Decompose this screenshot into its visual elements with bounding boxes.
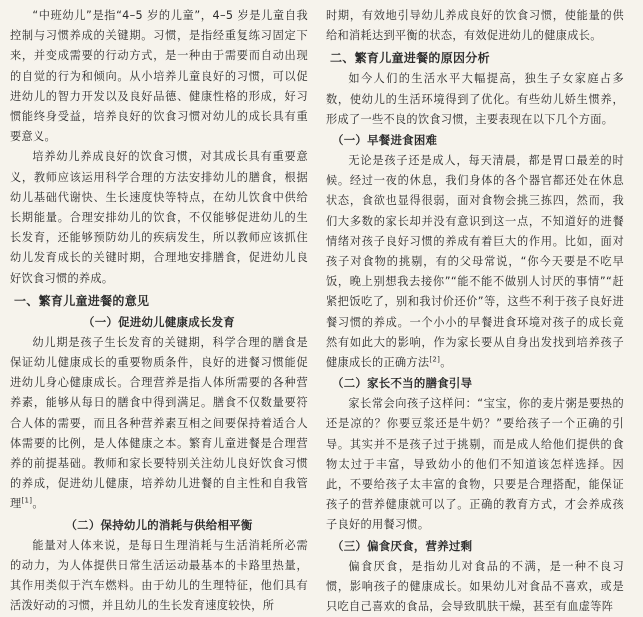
right-column bbox=[326, 6, 624, 614]
subsection-heading-2-2: （二）家长不当的膳食引导 bbox=[332, 376, 473, 391]
paragraph-2-2: 家长常会向孩子这样问：“宝宝，你的麦片粥是要热的还是凉的？你要豆浆还是牛奶？”要给孩子一个正确的引导。其实并不是孩子过于挑剔，而是成人给他们提供的食物太过于丰富，导致幼小的他们不知道该怎样选择。因此，不要给孩子太丰富的食物，只要是合理搭配，能保证孩子的营养健康就可以了。正确的教育方式，才会养成孩子良好的用餐习惯。 bbox=[326, 397, 624, 532]
subsection-heading-2-3: （三）偏食厌食，营养过剩 bbox=[332, 538, 473, 553]
paragraph-2-1 bbox=[326, 151, 624, 373]
continued-paragraph: 时期，有效地引导幼儿养成良好的饮食习惯，使能量的供给和消耗达到平衡的状态，有效促进幼儿的健康成长。 bbox=[326, 9, 624, 43]
paragraph-2-1-end: 。 bbox=[440, 356, 452, 370]
intro-paragraph-2: 培养幼儿养成良好的饮食习惯，对其成长具有重要意义，教师应该运用科学合理的方法安排幼儿的膳食，根据幼儿基础代谢快、生长速度快等特点，在幼儿饮食中供给长期能量。合理安排幼儿的饮食，不仅能够促进幼儿的生长发育，还能够预防幼儿的疾病发生，所以教师应该抓住幼儿发育成长的关键时期，合理地安排膳食，促进幼儿良好饮食习惯的养成。 bbox=[10, 150, 308, 285]
paragraph-1-1-end: 。 bbox=[32, 497, 44, 511]
paragraph-1-1 bbox=[10, 333, 308, 515]
paragraph-1-2: 能量对人体来说，是每日生理消耗与生活消耗所必需的动力，为人体提供日常生活运动最基本的卡路里热量，其作用类似于汽车燃料。由于幼儿的生理特征，他们具有活泼好动的习惯，并且幼儿的生长发育速度较快，所 bbox=[10, 538, 308, 613]
subsection-heading-1-2: （二）保持幼儿的消耗与供给相平衡 bbox=[65, 517, 253, 532]
intro-paragraph-1: “中班幼儿”是指“4–5 岁的儿童”，4–5 岁是儿童自我控制与习惯养成的关键期。习惯，是指经重复练习固定下来，并变成需要的行动方式，是一种由于需要而自动出现的自觉的行为和倾向。从小培养儿童良好的习惯，可以促进幼儿的智力开发以及良好品德、健康性格的形成，好习惯能终身受益，培养良好的饮食习惯对幼儿的成长具有重要意义。 bbox=[10, 9, 308, 144]
paragraph-2-1-text: 无论是孩子还是成人，每天清晨，都是胃口最差的时候。经过一夜的休息，我们身体的各个器官都还处在休息状态，食欲也显得很弱，面对食物会挑三拣四，然而，我们大多数的家长却并没有意识到这一点，不知道好的进餐情绪对孩子良好习惯的养成有着巨大的作用。比如，面对孩子对食物的挑剔，有的父母常说，“你今天要是不吃早饭，晚上别想我去接你”“能不能不做别人讨厌的事情”“赶紧把饭吃了，别和我讨价还价”等，这些不利于孩子良好进餐习惯的养成。一个小小的早餐进食环境对孩子的成长竟然有如此大的影响，作为家长要从自身出发找到培养孩子健康成长的正确方法 bbox=[326, 154, 624, 370]
left-column bbox=[10, 6, 308, 613]
citation-ref-1: [1] bbox=[21, 496, 33, 505]
section-heading-1: 一、繁育儿童进餐的意见 bbox=[14, 293, 150, 308]
subsection-heading-2-1: （一）早餐进食困难 bbox=[332, 133, 438, 148]
subsection-heading-1-1: （一）促进幼儿健康成长发育 bbox=[83, 314, 235, 329]
paragraph-2-intro: 如今人们的生活水平大幅提高，独生子女家庭占多数，使幼儿的生活环境得到了优化。有些幼儿娇生惯养，形成了一些不良的饮食习惯，主要表现在以下几个方面。 bbox=[326, 72, 624, 126]
section-heading-2: 二、繁育儿童进餐的原因分析 bbox=[330, 51, 490, 66]
citation-ref-2: [2] bbox=[429, 355, 441, 364]
paragraph-2-3: 偏食厌食，是指幼儿对食品的不满，是一种不良习惯，影响孩子的健康成长。如果幼儿对食品不喜欢，或是只吃自己喜欢的食品，会导致肌肤干燥，甚至有血虚等阵 bbox=[326, 559, 624, 614]
paragraph-1-1-text: 幼儿期是孩子生长发育的关键期，科学合理的膳食是保证幼儿健康成长的重要物质条件，良好的进餐习惯能促进幼儿身心健康成长。合理营养是指人体所需要的各种营养素，能够从每日的膳食中得到满足。膳食不仅数量要符合人体的需要，而且各种营养素互相之间要保持着适合人体需要的比例，是人体健康之本。繁育儿童进餐是合理营养的前提基础。教师和家长要特别关注幼儿良好饮食习惯的养成，促进幼儿健康，培养幼儿进餐的自主性和自我管理 bbox=[10, 335, 308, 511]
